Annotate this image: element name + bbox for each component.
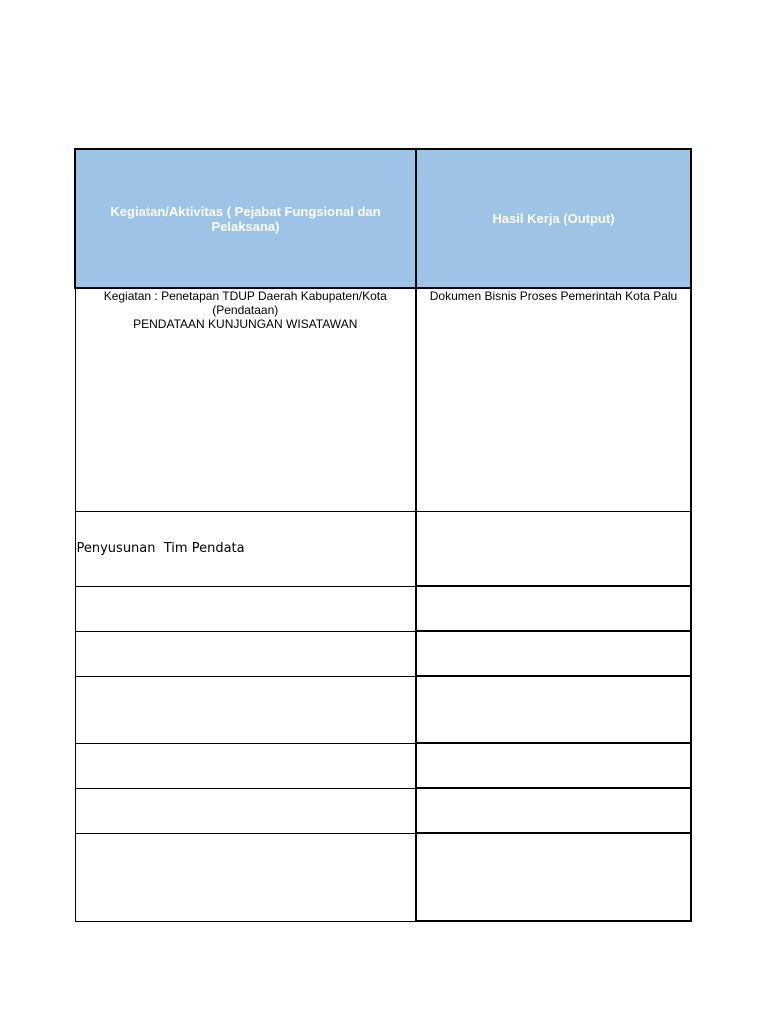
table-row xyxy=(75,833,691,921)
header-activity xyxy=(75,149,416,288)
table-row xyxy=(75,586,691,631)
header-activity-label: Kegiatan/Aktivitas ( Pejabat Fungsional dan Pelaksana) xyxy=(110,203,381,234)
table-cell-output xyxy=(416,788,691,833)
table-row xyxy=(75,631,691,676)
table-row xyxy=(75,788,691,833)
table-row-main xyxy=(75,288,691,512)
table-cell-output xyxy=(416,631,691,676)
table-cell-activity xyxy=(75,631,416,676)
main-output-cell: Dokumen Bisnis Proses Pemerintah Kota Palu xyxy=(416,288,691,512)
table-cell-output xyxy=(416,512,691,587)
table-cell-activity xyxy=(75,743,416,788)
activity-output-table xyxy=(74,148,692,922)
main-activity-line1: Kegiatan : Penetapan TDUP Daerah Kabupaten/Kota xyxy=(103,289,387,303)
table-cell-activity xyxy=(75,788,416,833)
table-cell-activity xyxy=(75,833,416,921)
main-activity-line2: (Pendataan) xyxy=(212,303,279,317)
table-cell-output xyxy=(416,833,691,921)
table-row xyxy=(75,743,691,788)
table-header-row xyxy=(75,149,691,288)
table-row xyxy=(75,676,691,743)
header-output xyxy=(416,149,691,288)
table-cell-activity xyxy=(75,586,416,631)
header-output-label: Hasil Kerja (Output) xyxy=(492,211,615,226)
table-cell-activity: Penyusunan Tim Pendata xyxy=(75,512,416,587)
table-cell-output xyxy=(416,676,691,743)
main-activity-line3: PENDATAAN KUNJUNGAN WISATAWAN xyxy=(133,317,358,331)
table-cell-output xyxy=(416,586,691,631)
table-cell-activity xyxy=(75,676,416,743)
main-activity-cell xyxy=(75,288,416,512)
table-cell-output xyxy=(416,743,691,788)
table-row xyxy=(75,512,691,587)
